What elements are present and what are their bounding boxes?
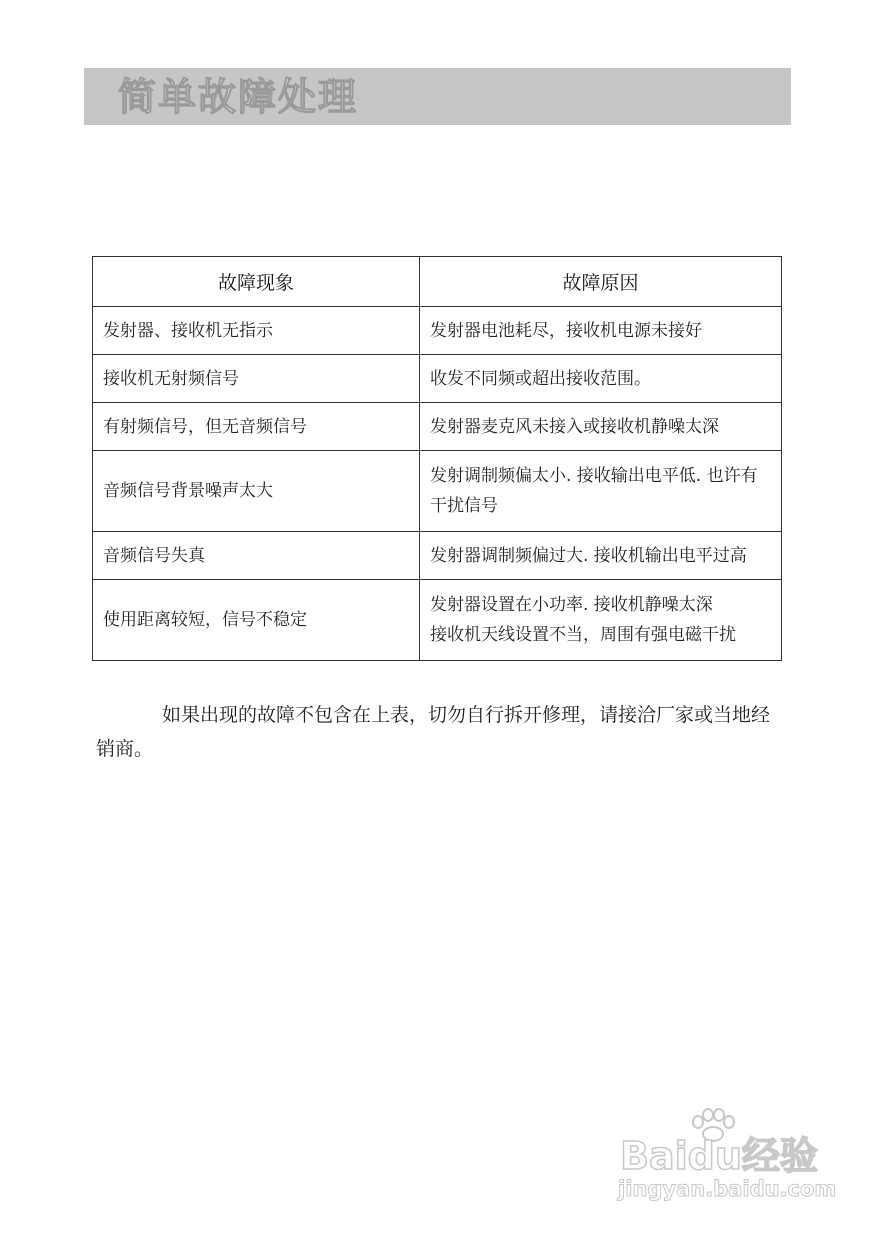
cause-line: 发射器设置在小功率. 接收机静噪太深 [430,595,713,615]
cause-line: 发射调制频偏太小. 接收输出电平低. 也许有 [430,466,758,486]
table-row [93,307,782,355]
cause-line: 发射器麦克风未接入或接收机静噪太深 [430,416,719,437]
column-header-cause: 故障原因 [420,257,782,307]
cause-cell [420,451,782,532]
cause-line: 发射器调制频偏过大. 接收机输出电平过高 [430,545,747,566]
watermark-url: jingyan.baidu.com [618,1177,837,1201]
cause-line: 收发不同频或超出接收范围。 [430,368,651,389]
table-row [93,403,782,451]
table-row [93,451,782,532]
cause-line: 干扰信号 [430,496,498,516]
service-note: 如果出现的故障不包含在上表，切勿自行拆开修理，请接洽厂家或当地经销商。 [96,704,771,760]
section-title-bar [84,68,791,125]
table-header-row [93,257,782,307]
symptom-cell: 使用距离较短，信号不稳定 [93,580,420,661]
cause-line: 接收机天线设置不当，周围有强电磁干扰 [430,625,736,645]
page-title: 简单故障处理 [118,75,359,119]
symptom-cell: 接收机无射频信号 [93,355,420,403]
cause-line: 发射器电池耗尽，接收机电源未接好 [430,320,702,341]
cause-cell [420,532,782,580]
symptom-cell: 音频信号失真 [93,532,420,580]
cause-cell [420,307,782,355]
table-row [93,355,782,403]
cause-cell [420,403,782,451]
watermark-brand: Baidu经验 [620,1134,818,1178]
symptom-cell: 有射频信号，但无音频信号 [93,403,420,451]
table-row [93,532,782,580]
cause-cell [420,580,782,661]
symptom-cell: 音频信号背景噪声太大 [93,451,420,532]
column-header-symptom: 故障现象 [93,257,420,307]
fault-table [92,256,782,661]
cause-cell [420,355,782,403]
table-row [93,580,782,661]
symptom-cell: 发射器、接收机无指示 [93,307,420,355]
